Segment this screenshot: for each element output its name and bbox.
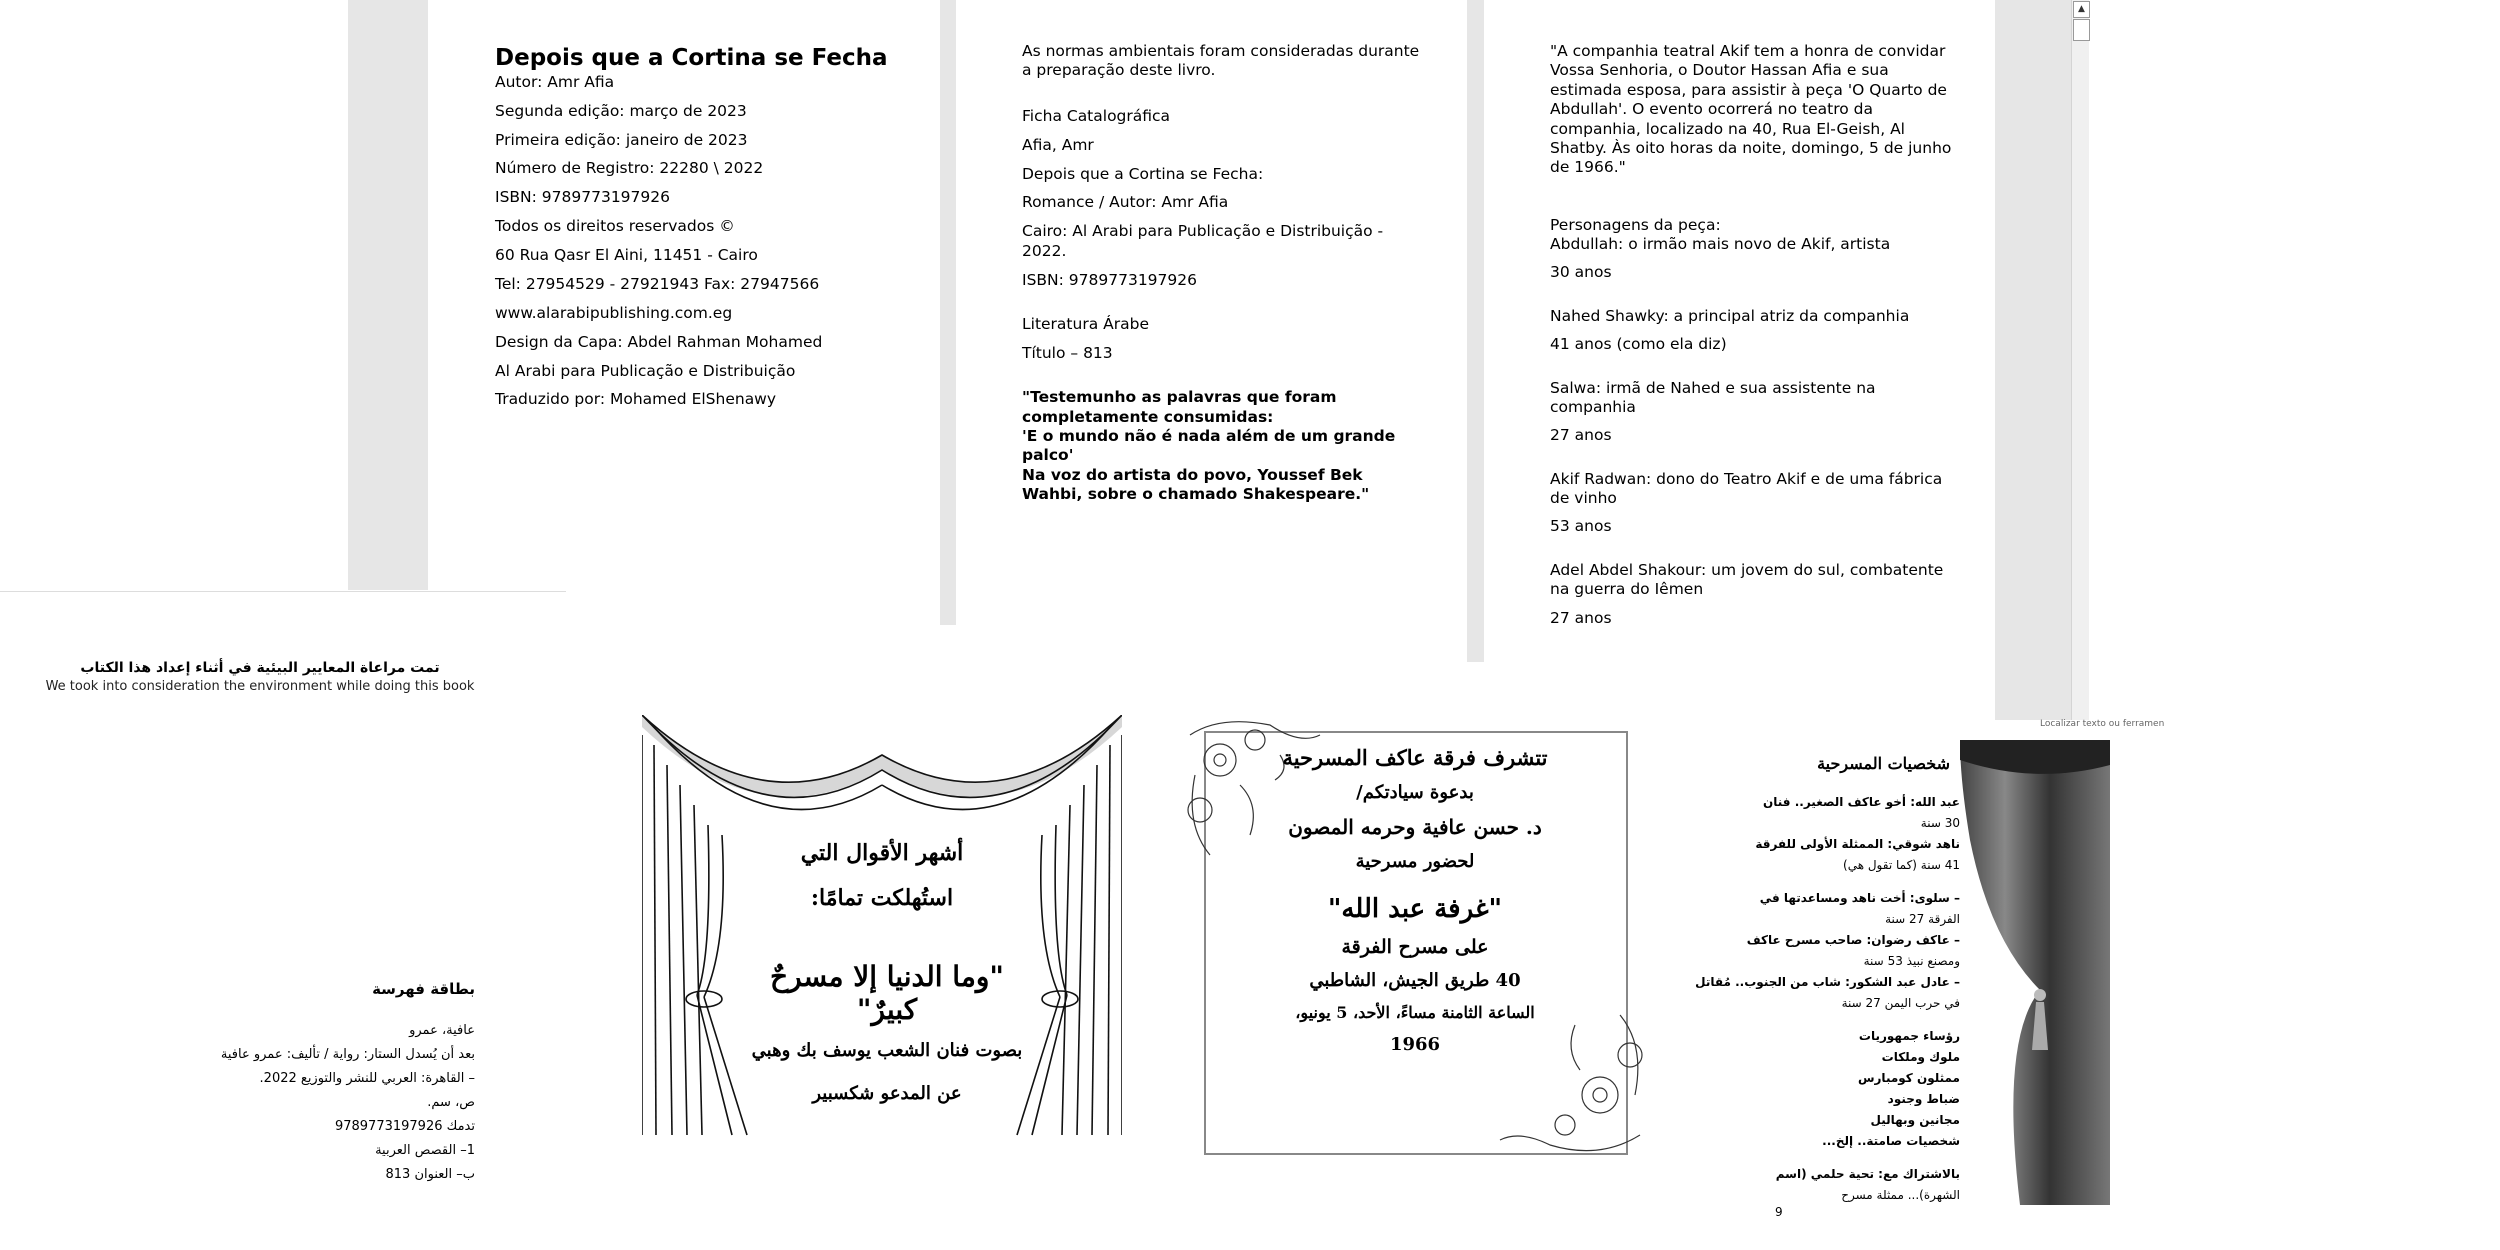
arabic-catalog-line: بعد أن يُسدل الستار: رواية / تأليف: عمرو عافية — [220, 1047, 475, 1062]
character-age: 27 anos — [1550, 608, 1612, 627]
copyright-lines — [495, 73, 940, 410]
character-age: 27 anos — [1550, 426, 1612, 445]
invitation-card-line: 1966 — [1389, 1034, 1441, 1055]
document-page-2 — [956, 0, 1467, 625]
copyright-line: Design da Capa: Abdel Rahman Mohamed — [495, 332, 823, 351]
curtain-drape-illustration — [1960, 740, 2110, 1210]
scroll-thumb[interactable] — [2073, 19, 2090, 41]
quote-attribution: Na voz do artista do povo, Youssef Bek Wahbi, sobre o chamado Shakespeare." — [1022, 465, 1370, 503]
copyright-line: Primeira edição: janeiro de 2023 — [495, 130, 748, 149]
invitation-card-line: الساعة الثامنة مساءً، الأحد، 5 يونيو، — [1295, 1003, 1535, 1022]
viewer-gutter-right — [1995, 0, 2071, 720]
character-description: Nahed Shawky: a principal atriz da companhia — [1550, 306, 1910, 325]
divider-line — [0, 591, 566, 592]
page-title: Depois que a Cortina se Fecha — [495, 45, 888, 71]
copyright-line: Tel: 27954529 - 27921943 Fax: 27947566 — [495, 274, 820, 293]
catalog-line: Afia, Amr — [1022, 135, 1094, 154]
classification-line: Título – 813 — [1022, 343, 1113, 362]
page-number: 9 — [1775, 1205, 1783, 1219]
character-arabic-line: رؤساء جمهوريات — [1858, 1029, 1960, 1043]
character-entry — [1550, 307, 1959, 355]
catalog-line: ISBN: 9789773197926 — [1022, 270, 1197, 289]
character-arabic-line: – سلوى: أخت ناهد ومساعدتها في — [1759, 891, 1960, 905]
invitation-card-text — [1240, 745, 1590, 1067]
vertical-scrollbar[interactable] — [2071, 0, 2089, 720]
arabic-catalog-lines — [150, 1019, 475, 1187]
document-page-1 — [428, 0, 940, 590]
arabic-catalog-line: ص، سم. — [427, 1095, 475, 1110]
character-arabic-line: في حرب اليمن 27 سنة — [1841, 996, 1960, 1010]
catalog-line: Depois que a Cortina se Fecha: — [1022, 164, 1264, 183]
character-age: 30 anos — [1550, 263, 1612, 282]
invitation-card-line: لحضور مسرحية — [1355, 851, 1475, 872]
invitation-card-line: 40 طريق الجيش، الشاطبي — [1309, 970, 1521, 991]
quote-line-5: عن المدعو شكسبير — [812, 1083, 962, 1104]
arabic-catalog-line: تدمك 9789773197926 — [334, 1119, 475, 1134]
characters-heading: Personagens da peça: — [1550, 215, 1721, 234]
characters-arabic-page — [1660, 740, 2110, 1220]
character-arabic-line: 41 سنة (كما تقول هي) — [1843, 858, 1960, 872]
arabic-catalog-line: 1– القصص العربية — [375, 1143, 475, 1158]
character-entry — [1550, 470, 1959, 537]
character-entry — [1550, 561, 1959, 628]
copyright-line: 60 Rua Qasr El Aini, 11451 - Cairo — [495, 246, 758, 264]
copyright-line: ISBN: 9789773197926 — [495, 188, 670, 207]
invitation-card-line: تتشرف فرقة عاكف المسرحية — [1282, 745, 1548, 770]
find-tool-label[interactable]: Localizar texto ou ferramen — [2040, 719, 2165, 729]
viewer-gutter-3 — [1467, 0, 1484, 662]
character-arabic-line: عبد الله: أخو عاكف الصغير.. فنان — [1763, 795, 1960, 809]
invitation-text: "A companhia teatral Akif tem a honra de convidar Vossa Senhoria, o Doutor Hassan Afia e sua estimada esposa, para assistir à peça 'O Quarto de Abdullah'. O evento ocorrerá no teatro da companhia, localizado na 40, Rua El-Geish, Al Shatby. Às oito horas da noite, domingo, 5 de junho de 1966." — [1550, 42, 1952, 177]
quote-line-3: "وما الدنيا إلا مسرحٌ كبيرٌ" — [770, 960, 1004, 1026]
scroll-up-arrow-icon[interactable]: ▲ — [2073, 1, 2090, 18]
classification — [1022, 315, 1427, 363]
copyright-line: Número de Registro: 22280 \ 2022 — [495, 159, 764, 178]
catalog-line: Romance / Autor: Amr Afia — [1022, 193, 1229, 212]
copyright-line: Todos os direitos reservados © — [495, 217, 735, 236]
invitation-card-page — [1180, 715, 1650, 1160]
character-arabic-line: ممثلون كومبارس — [1857, 1071, 1960, 1085]
catalog-line: Cairo: Al Arabi para Publicação e Distribuição - 2022. — [1022, 222, 1384, 260]
character-arabic-line: ناهد شوقي: الممثلة الأولى للفرقة — [1755, 837, 1960, 851]
copyright-line: Traduzido por: Mohamed ElShenawy — [495, 390, 777, 409]
character-arabic-line: الفرقة 27 سنة — [1885, 912, 1960, 926]
classification-line: Literatura Árabe — [1022, 314, 1149, 333]
character-arabic-line: 30 سنة — [1920, 816, 1960, 830]
copyright-line: Autor: Amr Afia — [495, 72, 615, 91]
viewer-gutter-left — [348, 0, 428, 590]
catalog-line: Ficha Catalográfica — [1022, 106, 1171, 125]
arabic-catalog-line: عافية، عمرو — [409, 1023, 475, 1038]
character-age: 41 anos (como ela diz) — [1550, 335, 1727, 354]
invitation-card-line: د. حسن عافية وحرمه المصون — [1288, 815, 1542, 839]
character-description: Abdullah: o irmão mais novo de Akif, artista — [1550, 235, 1891, 253]
character-arabic-line: بالاشتراك مع: تحية حلمي (اسم — [1775, 1167, 1960, 1181]
character-description: Akif Radwan: dono do Teatro Akif e de uma fábrica de vinho — [1550, 469, 1943, 507]
copyright-line: www.alarabipublishing.com.eg — [495, 303, 733, 322]
quote-line-4: بصوت فنان الشعب يوسف بك وهبي — [751, 1040, 1023, 1061]
character-age: 53 anos — [1550, 517, 1612, 536]
curtain-illustration — [642, 715, 1122, 1137]
arabic-catalog-line: ب– العنوان 813 — [385, 1167, 475, 1182]
quote-intro: "Testemunho as palavras que foram completamente consumidas: — [1022, 388, 1337, 426]
quote-line-2: استُهلكت تمامًا: — [810, 885, 954, 911]
characters-list — [1550, 235, 1959, 628]
arabic-catalog-line: – القاهرة: العربي للنشر والتوزيع 2022. — [259, 1071, 475, 1086]
character-entry — [1550, 379, 1959, 446]
copyright-line: Segunda edição: março de 2023 — [495, 101, 747, 120]
invitation-card-line: بدعوة سيادتكم/ — [1356, 782, 1474, 803]
character-arabic-line: ملوك وملكات — [1881, 1050, 1960, 1064]
invitation-card-line: على مسرح الفرقة — [1341, 936, 1489, 958]
character-entry — [1550, 235, 1959, 283]
arabic-catalog-title: بطاقة فهرسة — [372, 980, 475, 998]
quote-line-1: أشهر الأقوال التي — [800, 840, 964, 866]
character-arabic-line: – عاكف رضوان: صاحب مسرح عاكف — [1746, 933, 1960, 947]
characters-arabic-list — [1660, 792, 1960, 1206]
character-arabic-line: – عادل عبد الشكور: شاب من الجنوب.. مُقاتل — [1695, 975, 1960, 989]
character-arabic-line: الشهرة)... ممثلة مسرح — [1841, 1188, 1960, 1202]
character-description: Salwa: irmã de Nahed e sua assistente na companhia — [1550, 378, 1876, 416]
quote-main: 'E o mundo não é nada além de um grande palco' — [1022, 426, 1396, 465]
arabic-env-note — [20, 660, 500, 694]
curtain-quote-page — [642, 715, 1122, 1137]
document-page-3 — [1484, 0, 1995, 662]
viewer-gutter-2 — [940, 0, 956, 625]
character-arabic-line: شخصيات صامتة.. إلخ... — [1822, 1134, 1960, 1148]
env-arabic-text: تمت مراعاة المعايير البيئية في أثناء إعداد هذا الكتاب — [80, 660, 440, 676]
characters-arabic-heading: شخصيات المسرحية — [1817, 754, 1950, 773]
character-arabic-line: ضباط وجنود — [1887, 1092, 1960, 1106]
invitation-card-line: "غرفة عبد الله" — [1327, 894, 1503, 924]
catalog-card — [1022, 107, 1427, 290]
copyright-line: Al Arabi para Publicação e Distribuição — [495, 361, 796, 380]
character-arabic-line: مجانين وبهاليل — [1870, 1113, 1960, 1127]
character-description: Adel Abdel Shakour: um jovem do sul, combatente na guerra do Iêmen — [1550, 560, 1944, 599]
env-english-text: We took into consideration the environment while doing this book — [45, 679, 475, 694]
environment-note: As normas ambientais foram consideradas durante a preparação deste livro. — [1022, 42, 1420, 80]
character-arabic-line: ومصنع نبيذ 53 سنة — [1863, 954, 1960, 968]
